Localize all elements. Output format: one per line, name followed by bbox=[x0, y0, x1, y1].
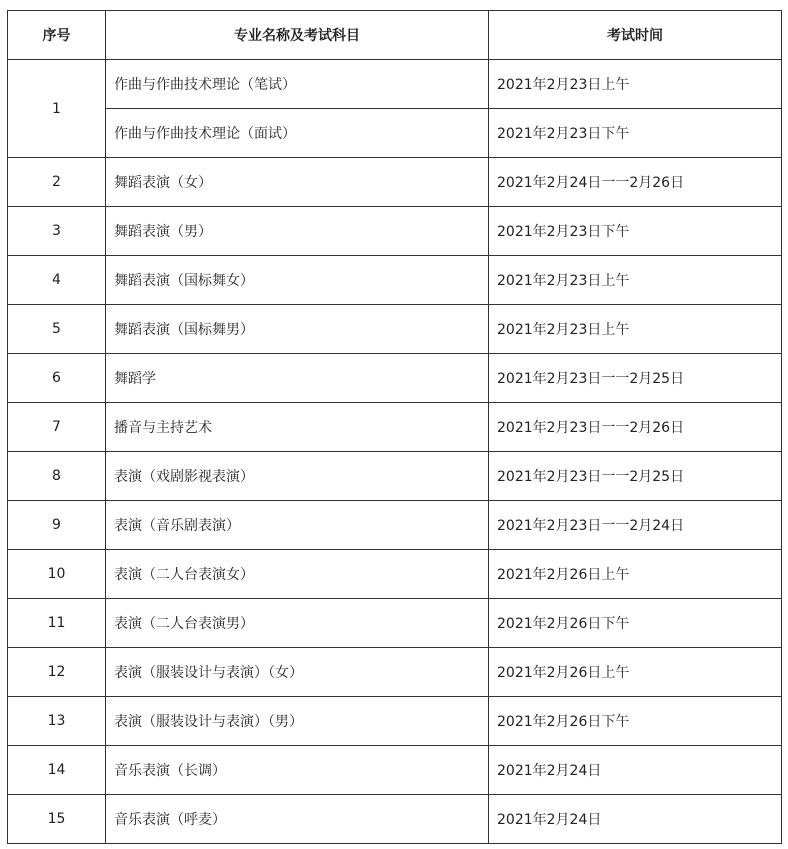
row-number: 2 bbox=[8, 158, 106, 207]
exam-time: 2021年2月23日上午 bbox=[489, 305, 782, 354]
table-row bbox=[8, 305, 782, 354]
table-row bbox=[8, 452, 782, 501]
exam-time: 2021年2月23日下午 bbox=[489, 207, 782, 256]
table-row bbox=[8, 599, 782, 648]
major-name: 作曲与作曲技术理论（面试） bbox=[106, 109, 489, 158]
row-number: 4 bbox=[8, 256, 106, 305]
row-number: 13 bbox=[8, 697, 106, 746]
exam-time: 2021年2月24日 bbox=[489, 746, 782, 795]
major-name: 音乐表演（呼麦） bbox=[106, 795, 489, 844]
row-number: 8 bbox=[8, 452, 106, 501]
header-name: 专业名称及考试科目 bbox=[106, 11, 489, 60]
row-number: 3 bbox=[8, 207, 106, 256]
exam-time: 2021年2月23日一一2月25日 bbox=[489, 354, 782, 403]
table-row bbox=[8, 158, 782, 207]
exam-time: 2021年2月23日一一2月26日 bbox=[489, 403, 782, 452]
major-name: 舞蹈表演（男） bbox=[106, 207, 489, 256]
exam-time: 2021年2月26日上午 bbox=[489, 550, 782, 599]
exam-time: 2021年2月26日上午 bbox=[489, 648, 782, 697]
exam-schedule-table bbox=[7, 10, 782, 844]
table-row bbox=[8, 207, 782, 256]
major-name: 舞蹈表演（国标舞女） bbox=[106, 256, 489, 305]
table-row bbox=[8, 256, 782, 305]
row-number: 15 bbox=[8, 795, 106, 844]
major-name: 表演（戏剧影视表演） bbox=[106, 452, 489, 501]
header-row bbox=[8, 11, 782, 60]
table-row bbox=[8, 550, 782, 599]
major-name: 播音与主持艺术 bbox=[106, 403, 489, 452]
row-number: 9 bbox=[8, 501, 106, 550]
table-row bbox=[8, 60, 782, 109]
major-name: 表演（二人台表演女） bbox=[106, 550, 489, 599]
header-no: 序号 bbox=[8, 11, 106, 60]
row-number: 14 bbox=[8, 746, 106, 795]
row-number: 7 bbox=[8, 403, 106, 452]
major-name: 舞蹈学 bbox=[106, 354, 489, 403]
table-row bbox=[8, 746, 782, 795]
table-row bbox=[8, 648, 782, 697]
major-name: 舞蹈表演（女） bbox=[106, 158, 489, 207]
exam-time: 2021年2月26日下午 bbox=[489, 599, 782, 648]
table-row bbox=[8, 795, 782, 844]
major-name: 表演（服装设计与表演）（男） bbox=[106, 697, 489, 746]
major-name: 表演（服装设计与表演）（女） bbox=[106, 648, 489, 697]
exam-time: 2021年2月23日上午 bbox=[489, 256, 782, 305]
table-row bbox=[8, 697, 782, 746]
major-name: 音乐表演（长调） bbox=[106, 746, 489, 795]
exam-time: 2021年2月23日一一2月25日 bbox=[489, 452, 782, 501]
row-number: 1 bbox=[8, 60, 106, 158]
exam-time: 2021年2月24日一一2月26日 bbox=[489, 158, 782, 207]
exam-time: 2021年2月24日 bbox=[489, 795, 782, 844]
header-time: 考试时间 bbox=[489, 11, 782, 60]
major-name: 舞蹈表演（国标舞男） bbox=[106, 305, 489, 354]
exam-time: 2021年2月23日下午 bbox=[489, 109, 782, 158]
table-row bbox=[8, 109, 782, 158]
row-number: 10 bbox=[8, 550, 106, 599]
row-number: 6 bbox=[8, 354, 106, 403]
major-name: 作曲与作曲技术理论（笔试） bbox=[106, 60, 489, 109]
row-number: 11 bbox=[8, 599, 106, 648]
exam-time: 2021年2月26日下午 bbox=[489, 697, 782, 746]
row-number: 12 bbox=[8, 648, 106, 697]
exam-time: 2021年2月23日一一2月24日 bbox=[489, 501, 782, 550]
major-name: 表演（二人台表演男） bbox=[106, 599, 489, 648]
row-number: 5 bbox=[8, 305, 106, 354]
table-row bbox=[8, 501, 782, 550]
exam-time: 2021年2月23日上午 bbox=[489, 60, 782, 109]
table-row bbox=[8, 403, 782, 452]
table-row bbox=[8, 354, 782, 403]
major-name: 表演（音乐剧表演） bbox=[106, 501, 489, 550]
